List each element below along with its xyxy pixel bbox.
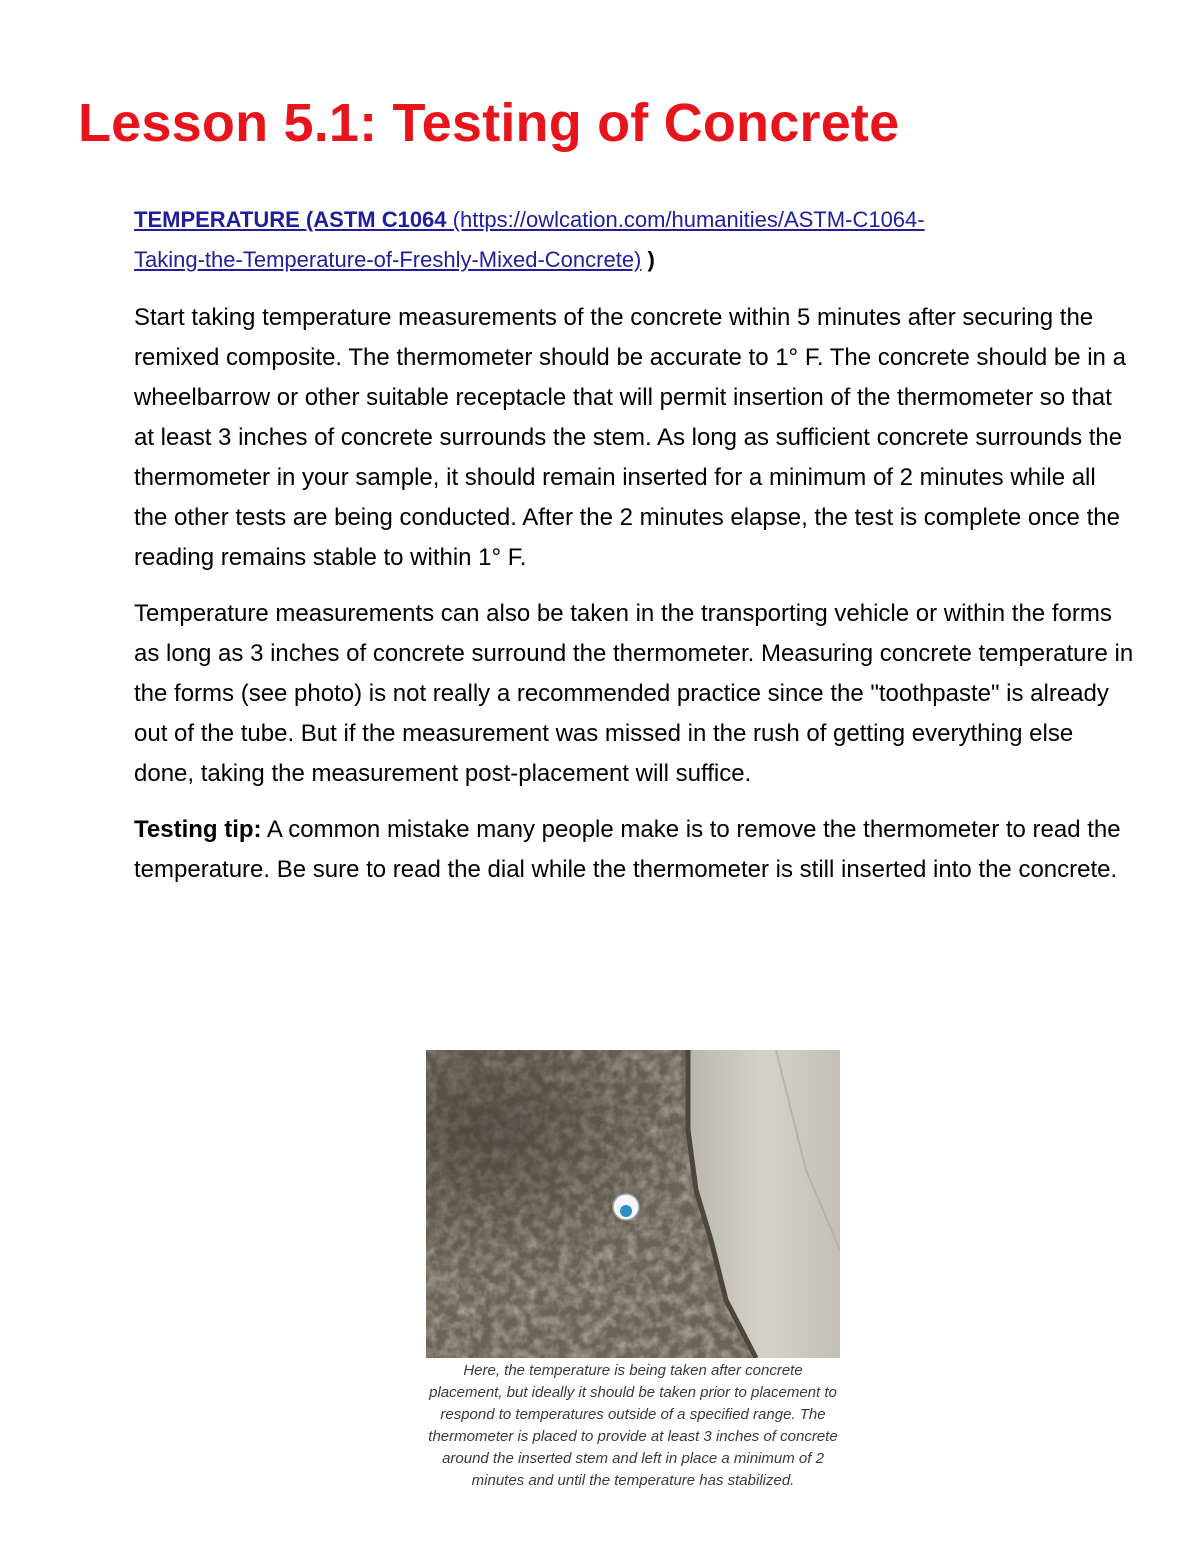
concrete-photo (426, 1050, 840, 1358)
url-part-1: (https://owlcation.com/humanities/ASTM-C1064- (446, 207, 925, 232)
paragraph-2: Temperature measurements can also be taken in the transporting vehicle or within the forms as long as 3 inches of concrete surround the thermometer. Measuring concrete temperature in the forms (see photo) is not really a recommended practice since the "toothpaste" is already out of the tube. But if the measurement was missed in the rush of getting everything else done, taking the measurement post-placement will suffice. (134, 600, 1134, 787)
testing-tip (134, 810, 1134, 890)
concrete-photo-figure (426, 1050, 840, 1492)
testing-tip-label: Testing tip: (134, 816, 262, 843)
closing-paren: ) (641, 247, 655, 272)
section-heading-cont (134, 240, 1134, 280)
url-link[interactable]: Taking-the-Temperature-of-Freshly-Mixed-Concrete) (134, 247, 642, 272)
section-heading (134, 200, 1134, 240)
thermometer-dial-icon (613, 1194, 639, 1220)
photo-caption: Here, the temperature is being taken after concrete placement, but ideally it should be taken prior to placement to respond to temperatures outside of a specified range. The thermometer is placed to provide at least 3 inches of concrete around the inserted stem and left in place a minimum of 2 minutes and until the temperature has stabilized. (428, 1362, 838, 1489)
heading-text: TEMPERATURE (ASTM C1064 (134, 207, 447, 232)
section-heading-link[interactable] (134, 207, 925, 232)
main-content (134, 200, 1134, 890)
page-title: Lesson 5.1: Testing of Concrete (78, 93, 900, 153)
paragraph-1: Start taking temperature measurements of the concrete within 5 minutes after securing the remixed composite. The thermometer should be accurate to 1° F. The concrete should be in a wheelbarrow or other suitable receptacle that will permit insertion of the thermometer so that at least 3 inches of concrete surrounds the stem. As long as sufficient concrete surrounds the thermometer in your sample, it should remain inserted for a minimum of 2 minutes while all the other tests are being conducted. After the 2 minutes elapse, the test is complete once the reading remains stable to within 1° F. (134, 304, 1126, 571)
testing-tip-text: A common mistake many people make is to remove the thermometer to read the temperature. Be sure to read the dial while the thermometer is still inserted into the concrete. (134, 816, 1121, 883)
